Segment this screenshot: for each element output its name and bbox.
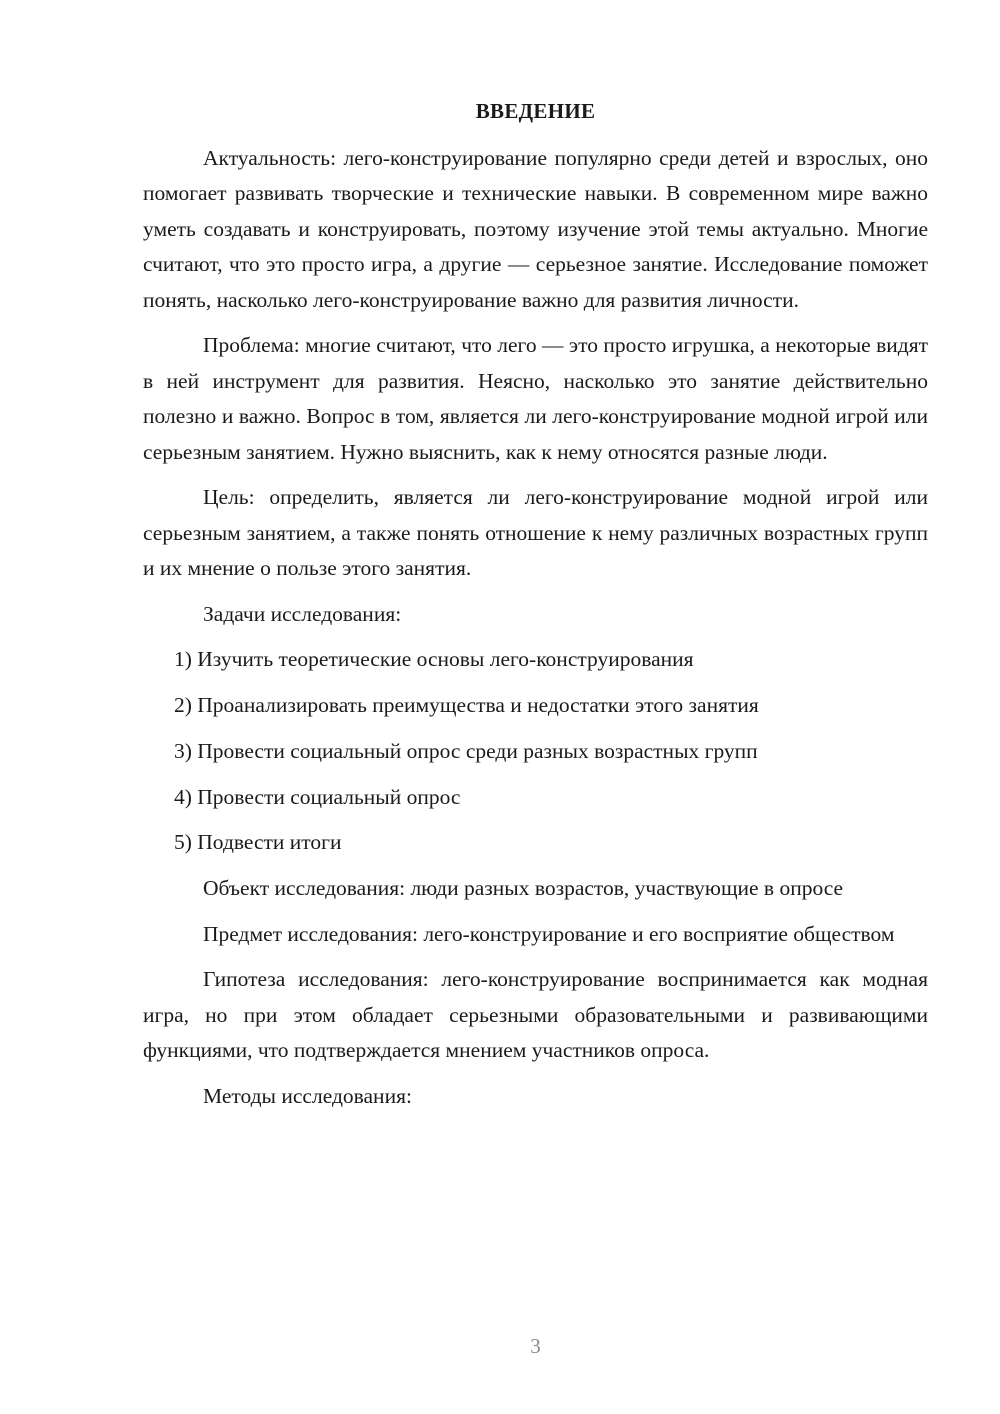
page-title: ВВЕДЕНИЕ	[475, 99, 596, 123]
hypothesis-paragraph: Гипотеза исследования: лего-конструирование воспринимается как модная игра, но при этом обладает серьезными образовательными и развивающими функциями, что подтверждается мнением участников опроса.	[143, 967, 928, 1063]
document-page	[143, 0, 928, 1414]
task-item-2: 2) Проанализировать преимущества и недостатки этого занятия	[174, 693, 759, 718]
tasks-heading: Задачи исследования:	[203, 601, 402, 626]
subject-paragraph: Предмет исследования: лего-конструирование и его восприятие обществом	[203, 921, 895, 946]
task-item-3: 3) Провести социальный опрос среди разных возрастных групп	[174, 738, 758, 763]
document-body	[143, 141, 928, 1125]
object-paragraph: Объект исследования: люди разных возрастов, участвующие в опросе	[203, 875, 844, 900]
methods-heading: Методы исследования:	[203, 1083, 412, 1108]
task-item-5: 5) Подвести итоги	[174, 830, 342, 855]
task-item-1: 1) Изучить теоретические основы лего-конструирования	[174, 647, 694, 672]
task-item-4: 4) Провести социальный опрос	[174, 784, 461, 809]
problem-paragraph: Проблема: многие считают, что лего — это просто игрушка, а некоторые видят в ней инструмент для развития. Неясно, насколько это занятие действительно полезно и важно. Вопрос в том, является ли лего-конструирование модной игрой или серьезным занятием. Нужно выяснить, как к нему относятся разные люди.	[143, 333, 928, 464]
goal-paragraph: Цель: определить, является ли лего-конструирование модной игрой или серьезным занятием, а также понять отношение к нему различных возрастных групп и их мнение о пользе этого занятия.	[143, 485, 928, 581]
page-number: 3	[530, 1334, 541, 1358]
relevance-paragraph: Актуальность: лего-конструирование популярно среди детей и взрослых, оно помогает развивать творческие и технические навыки. В современном мире важно уметь создавать и конструировать, поэтому изучение этой темы актуально. Многие считают, что это просто игра, а другие — серьезное занятие. Исследование поможет понять, насколько лего-конструирование важно для развития личности.	[143, 146, 928, 312]
